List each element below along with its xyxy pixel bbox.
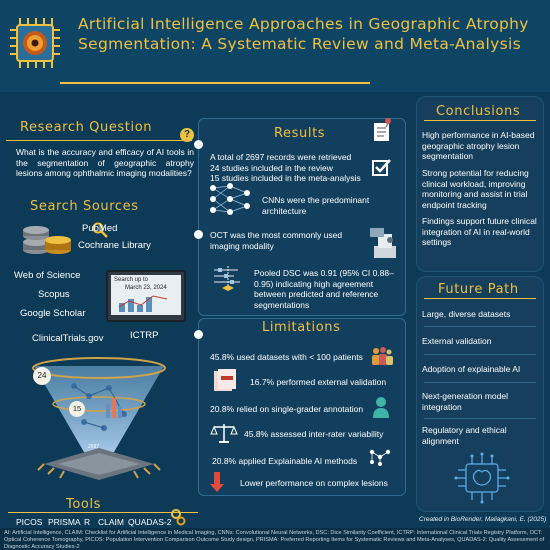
tools-heading: Tools xyxy=(66,497,102,512)
tool-r: R xyxy=(84,517,91,527)
future-item-1: Large, diverse datasets xyxy=(422,309,511,319)
ai-brain-chip-icon xyxy=(452,450,512,506)
limitation-item-3: 20.8% relied on single-grader annotation xyxy=(210,404,364,414)
chip-count: 2697 xyxy=(88,444,100,450)
source-web-of-science: Web of Science xyxy=(14,270,81,281)
limitation-item-5: 20.8% applied Explainable AI methods xyxy=(212,456,358,466)
source-scopus: Scopus xyxy=(38,289,70,300)
results-records-line3: 15 studies included in the meta-analysis xyxy=(210,173,361,183)
source-google-scholar: Google Scholar xyxy=(20,308,86,319)
results-oct: OCT was the most commonly used imaging modality xyxy=(210,230,343,251)
future-item-4: Next-generation model integration xyxy=(422,391,508,412)
database-coins-icon xyxy=(20,220,76,256)
laptop-screen xyxy=(111,275,181,315)
neural-network-icon xyxy=(208,182,252,216)
results-bullet-dot xyxy=(194,140,203,149)
laptop-chart-icon xyxy=(117,293,173,313)
document-stack-icon xyxy=(212,368,240,392)
funnel-count-mid: 15 xyxy=(69,401,85,417)
network-nodes-icon xyxy=(368,448,392,466)
future-separator xyxy=(424,418,536,419)
future-item-5: Regulatory and ethical alignment xyxy=(422,425,507,446)
source-pubmed: PubMed xyxy=(82,223,118,234)
conclusions-underline xyxy=(424,120,536,121)
single-person-icon xyxy=(372,396,390,418)
conclusions-heading: Conclusions xyxy=(436,104,521,119)
limitation-item-4: 45.8% assessed inter-rater variability xyxy=(244,429,384,439)
checkbox-icon xyxy=(372,158,392,176)
search-date: March 23, 2024 xyxy=(125,285,167,291)
results-heading: Results xyxy=(274,126,326,141)
future-separator xyxy=(424,354,536,355)
research-question-heading: Research Question xyxy=(20,120,153,135)
source-ictrp: ICTRP xyxy=(130,330,159,341)
future-separator xyxy=(424,326,536,327)
research-question-underline xyxy=(6,140,192,141)
results-cnn: CNNs were the predominant architecture xyxy=(262,195,370,216)
search-up-to-label: Search up to xyxy=(114,277,149,283)
tool-claim: CLAIM xyxy=(98,517,124,527)
ai-chip-eye-icon xyxy=(6,14,64,72)
results-records xyxy=(210,152,370,184)
future-item-2: External validation xyxy=(422,336,492,346)
report-pin-icon xyxy=(372,117,394,143)
header xyxy=(0,0,550,92)
limitation-item-1: 45.8% used datasets with < 100 patients xyxy=(210,352,363,362)
future-underline xyxy=(424,298,536,299)
people-group-icon xyxy=(370,346,394,366)
research-question-text: What is the accuracy and efficacy of AI tools in the segmentation of geographic atrophy lesions among ophthalmic imaging modalities? xyxy=(16,147,194,178)
gears-icon xyxy=(170,508,186,526)
credit-text: Created in BioRender. Maliagkani, E. (2025) xyxy=(419,516,547,523)
tool-prisma: PRISMA xyxy=(48,517,81,527)
title-underline xyxy=(60,82,370,84)
future-item-3: Adoption of explainable AI xyxy=(422,364,521,374)
laptop-icon xyxy=(106,270,186,322)
funnel-count-top: 24 xyxy=(33,367,51,385)
tool-quadas: QUADAS-2 xyxy=(128,517,172,527)
forest-plot-icon xyxy=(210,266,246,292)
tool-picos: PICOS xyxy=(16,517,43,527)
future-heading: Future Path xyxy=(438,282,519,297)
search-sources-heading: Search Sources xyxy=(30,199,139,214)
limitations-heading: Limitations xyxy=(262,320,341,335)
conclusion-item-3: Findings support future clinical integration of AI in real-world settings xyxy=(422,216,537,247)
scales-icon xyxy=(210,422,238,444)
source-clinicaltrials: ClinicalTrials.gov xyxy=(32,333,104,344)
source-cochrane: Cochrane Library xyxy=(78,240,151,251)
results-bullet-dot-2 xyxy=(194,230,203,239)
footnote: AI: Artificial Intelligence, CLAIM: Checklist for Artificial Intelligence in Medical Imaging, CNNs: Convolutional Neural Networks, DSC: Dice Similarity Coefficient, ICTRP: International Clinical Trials Registry Platform, OCT: Optical Coherence Tomography, PICOS: Population Intervention Comparison Outcome Study design, PRISMA: Preferred Reporting Items for Systematic Reviews and Meta-Analyses, QUADAS-2: Quality Assessment of Diagnostic Accuracy Studies-2 xyxy=(0,528,550,550)
page-title: Artificial Intelligence Approaches in Geographic Atrophy Segmentation: A Systematic Review and Meta-Analysis xyxy=(78,15,529,53)
results-records-line1: A total of 2697 records were retrieved xyxy=(210,152,352,162)
oct-machine-icon xyxy=(368,226,400,260)
limitation-item-2: 16.7% performed external validation xyxy=(250,377,387,387)
results-records-line2: 24 studies included in the review xyxy=(210,162,333,173)
future-separator xyxy=(424,382,536,383)
conclusion-item-1: High performance in AI-based geographic atrophy lesion segmentation xyxy=(422,130,535,161)
limitation-item-6: Lower performance on complex lesions xyxy=(240,478,388,488)
question-mark-icon: ? xyxy=(180,128,194,142)
limitations-bullet-dot xyxy=(194,330,203,339)
conclusion-item-2: Strong potential for reducing clinical workload, improving monitoring and assist in trial endpoint tracking xyxy=(422,168,529,210)
results-dsc: Pooled DSC was 0.91 (95% CI 0.88–0.95) indicating high agreement between predicted and reference segmentations xyxy=(254,268,394,310)
down-trend-arrow-icon xyxy=(210,470,230,494)
